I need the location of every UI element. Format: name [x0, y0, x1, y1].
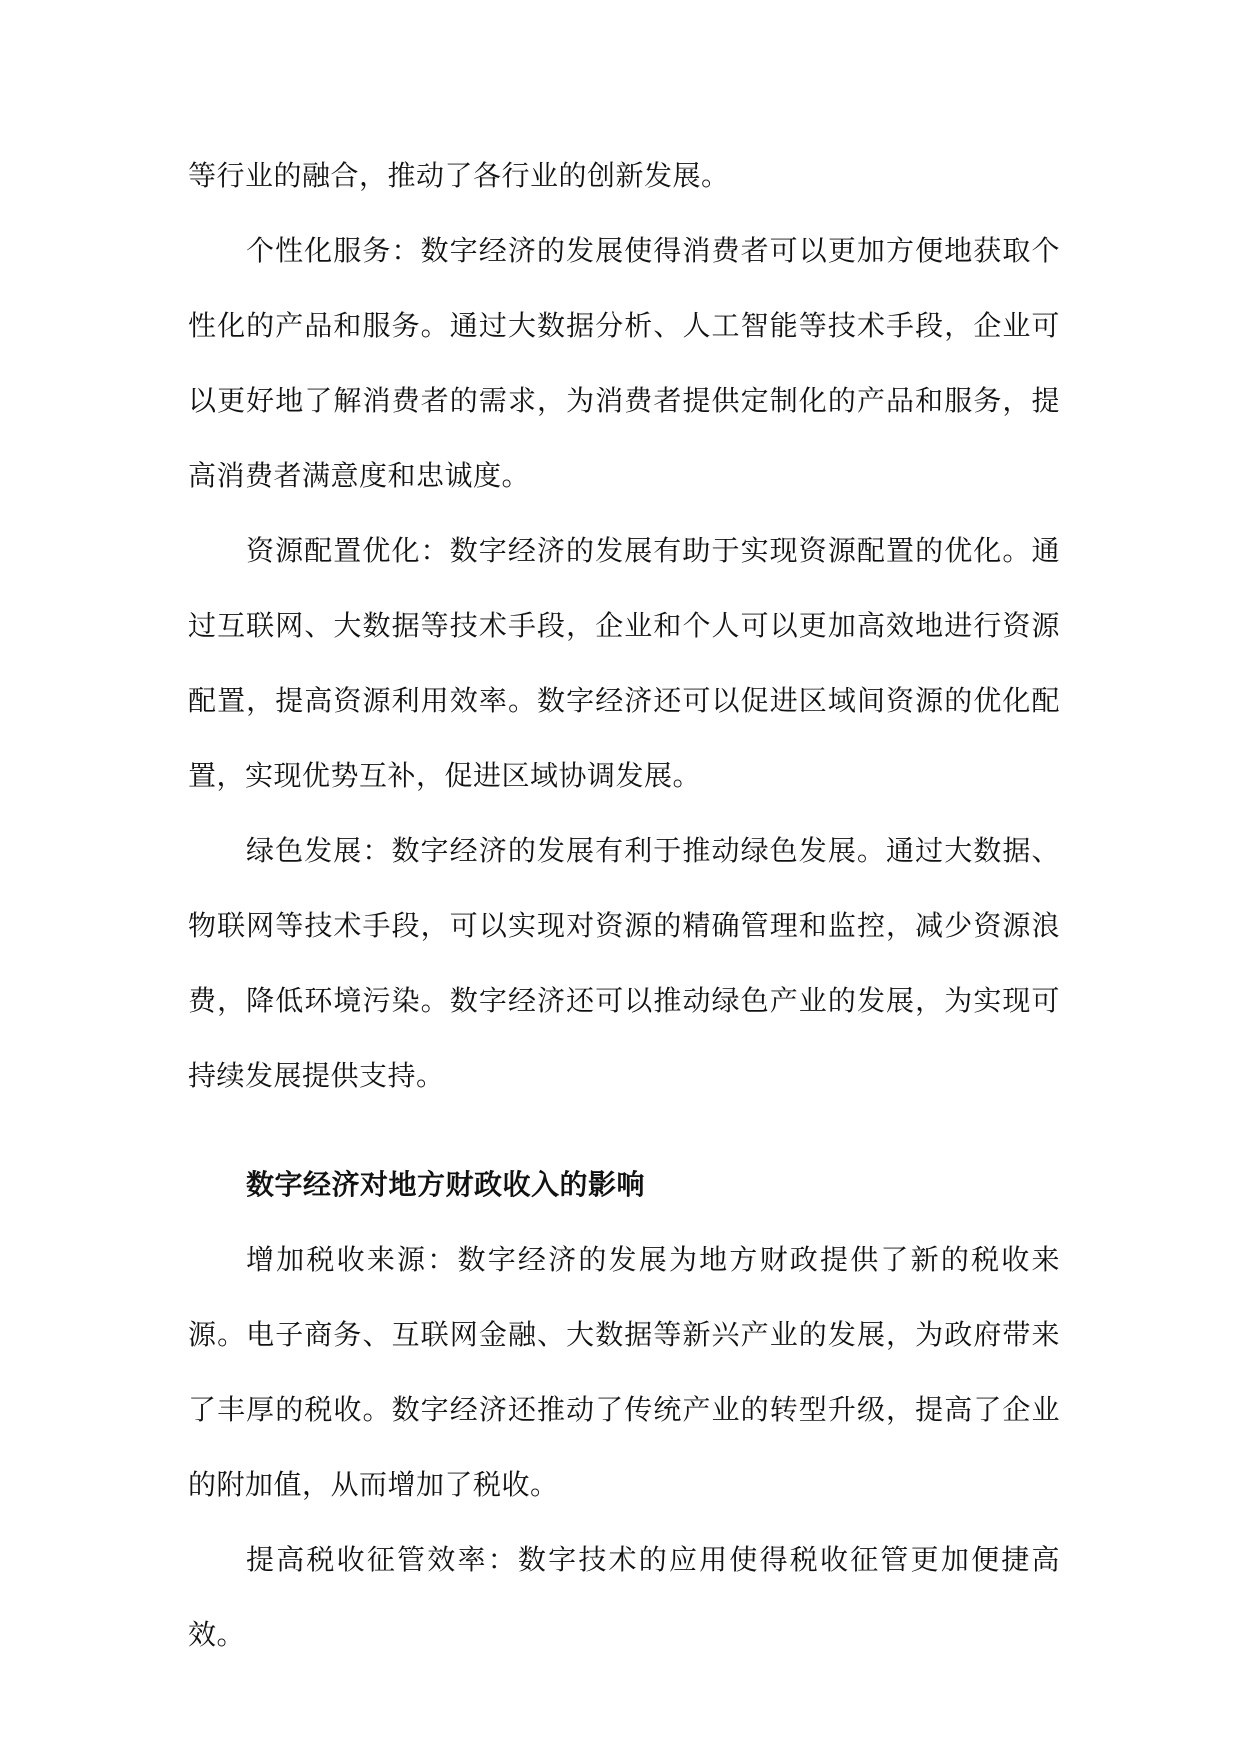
- paragraph-green-development: 绿色发展：数字经济的发展有利于推动绿色发展。通过大数据、物联网等技术手段，可以实现对资源的精确管理和监控，减少资源浪费，降低环境污染。数字经济还可以推动绿色产业的发展，为实现可持续发展提供支持。: [188, 834, 1060, 1092]
- paragraph-tax-sources: 增加税收来源：数字经济的发展为地方财政提供了新的税收来源。电子商务、互联网金融、大数据等新兴产业的发展，为政府带来了丰厚的税收。数字经济还推动了传统产业的转型升级，提高了企业的附加值，从而增加了税收。: [188, 1243, 1060, 1501]
- paragraph-continuation: 等行业的融合，推动了各行业的创新发展。: [188, 159, 730, 192]
- section-heading: 数字经济对地方财政收入的影响: [246, 1168, 646, 1201]
- paragraph-tax-efficiency: 提高税收征管效率：数字技术的应用使得税收征管更加便捷高效。: [188, 1543, 1060, 1651]
- paragraph-personalized-service: 个性化服务：数字经济的发展使得消费者可以更加方便地获取个性化的产品和服务。通过大数据分析、人工智能等技术手段，企业可以更好地了解消费者的需求，为消费者提供定制化的产品和服务，提高消费者满意度和忠诚度。: [188, 234, 1060, 492]
- paragraph-resource-allocation: 资源配置优化：数字经济的发展有助于实现资源配置的优化。通过互联网、大数据等技术手段，企业和个人可以更加高效地进行资源配置，提高资源利用效率。数字经济还可以促进区域间资源的优化配置，实现优势互补，促进区域协调发展。: [188, 534, 1060, 792]
- document-body: [188, 138, 1060, 1672]
